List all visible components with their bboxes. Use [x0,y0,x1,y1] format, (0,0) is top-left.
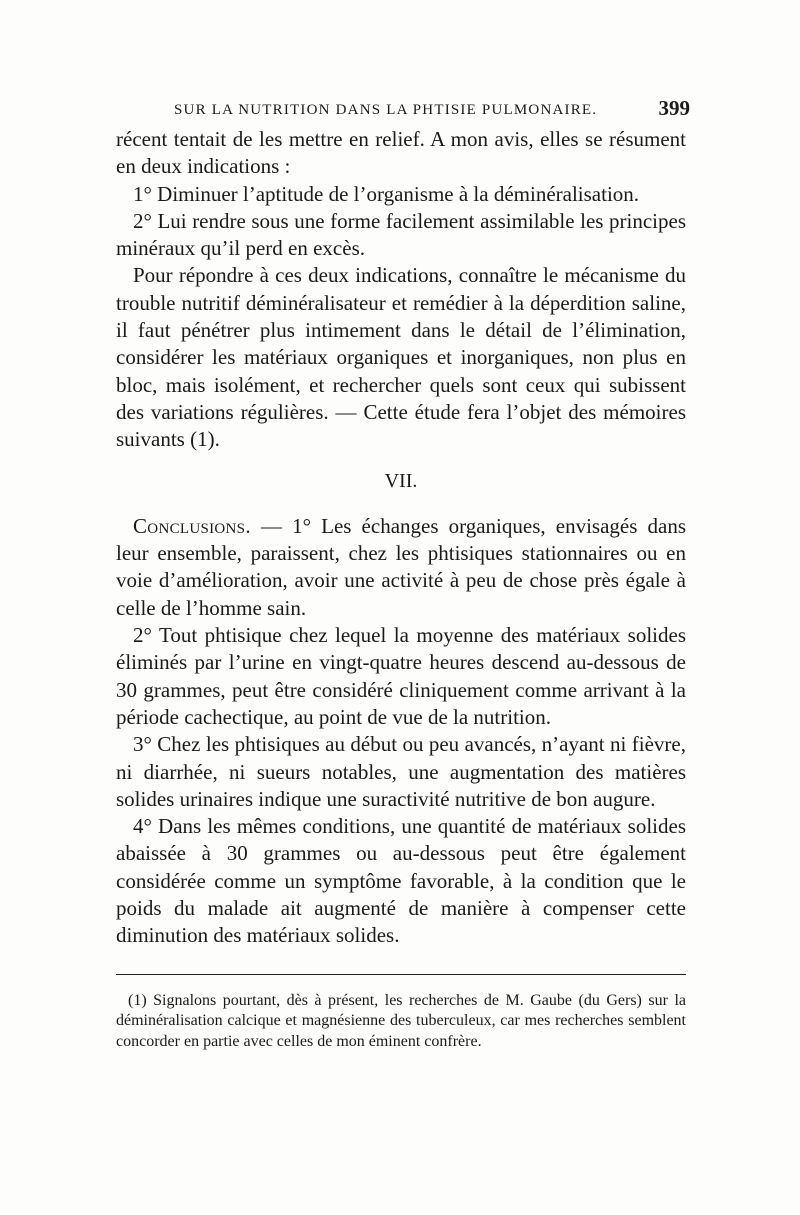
footnote: (1) Signalons pourtant, dès à présent, les recherches de M. Gaube (du Gers) sur la déminéralisation calcique et magnésienne des tuberculeux, car mes recherches semblent concorder en partie avec celles de mon éminent confrère. [116,991,686,1050]
body-text [116,126,686,950]
running-title: SUR LA NUTRITION DANS LA PHTISIE PULMONAIRE. [174,102,598,118]
paragraph-method: Pour répondre à ces deux indications, connaître le mécanisme du trouble nutritif déminéralisateur et remédier à la déperdition saline, il faut pénétrer plus intimement dans le détail de l’élimination, considérer les matériaux organiques et inorganiques, non plus en bloc, mais isolément, et rechercher quels sont ceux qui subissent des variations régulières. — Cette étude fera l’objet des mémoires suivants (1). [116,263,686,452]
conclusions-lead: Conclusions. [133,513,251,538]
paragraph-conclusion-1 [116,513,686,622]
paragraph-indication-1: 1° Diminuer l’aptitude de l’organisme à la déminéralisation. [133,181,640,206]
running-head [116,96,690,126]
paragraph-conclusion-3: 3° Chez les phtisiques au début ou peu avancés, n’ayant ni fièvre, ni diarrhée, ni sueurs notables, une augmentation des matières solides urinaires indique une suractivité nutritive de bon augure. [116,732,686,811]
paragraph-continuation: récent tentait de les mettre en relief. A mon avis, elles se résument en deux indications : [116,127,686,179]
conclusion-1-text: — 1° Les échanges organiques, envisagés dans leur ensemble, paraissent, chez les phtisiques stationnaires ou en voie d’amélioration, avoir une activité à peu de chose près égale à celle de l’homme sain. [116,513,686,620]
section-heading: VII. [384,469,418,492]
paragraph-conclusion-2: 2° Tout phtisique chez lequel la moyenne des matériaux solides éliminés par l’urine en vingt-quatre heures descend au-dessous de 30 grammes, peut être considéré cliniquement comme arrivant à la période cachectique, au point de vue de la nutrition. [116,623,686,729]
footnote-divider [116,974,686,975]
book-page [116,96,690,1068]
paragraph-conclusion-4: 4° Dans les mêmes conditions, une quantité de matériaux solides abaissée à 30 grammes ou au-dessous peut être également considérée comme un symptôme favorable, à la condition que le poids du malade ait augmenté de manière à compenser cette diminution des matériaux solides. [116,814,686,948]
page-number: 399 [658,96,690,120]
paragraph-indication-2: 2° Lui rendre sous une forme facilement assimilable les principes minéraux qu’il perd en excès. [116,208,686,261]
